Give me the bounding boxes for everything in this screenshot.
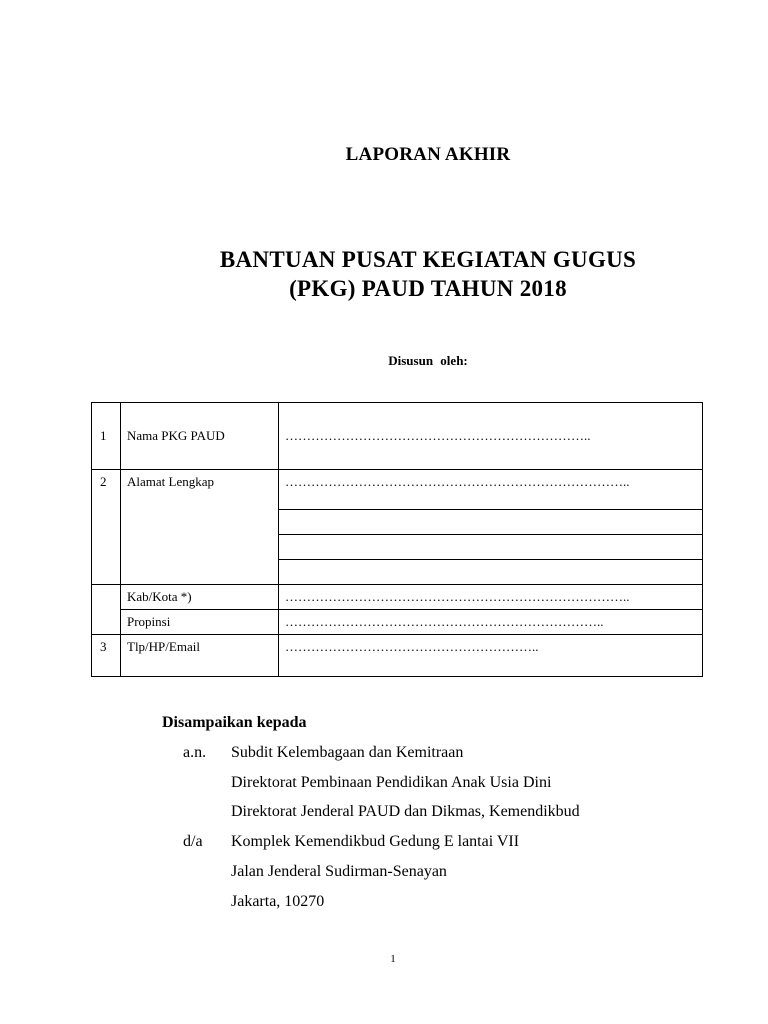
subtitle-line-2: (PKG) PAUD TAHUN 2018 xyxy=(289,276,567,301)
recipient-line-label xyxy=(162,797,231,827)
recipient-line-label: d/a xyxy=(183,833,203,851)
recipient-heading: Disampaikan kepada xyxy=(162,714,307,731)
byline: Disusun oleh: xyxy=(388,353,468,368)
field-label-propinsi: Propinsi xyxy=(121,610,279,635)
recipient-line-text: Direktorat Jenderal PAUD dan Dikmas, Kemendikbud xyxy=(231,803,580,821)
recipient-block xyxy=(162,708,580,917)
subtitle-line-1: BANTUAN PUSAT KEGIATAN GUGUS xyxy=(219,247,637,272)
table-row xyxy=(92,635,703,677)
recipient-line xyxy=(162,857,580,887)
field-value-kabkota[interactable]: …………………………………………………………………….. xyxy=(279,585,703,610)
page-number: 1 xyxy=(390,953,396,965)
recipient-line xyxy=(162,797,580,827)
recipient-line-label: a.n. xyxy=(183,743,207,761)
field-value-propinsi[interactable]: ……………………………………………………………….. xyxy=(279,610,703,635)
recipient-line-text: Jakarta, 10270 xyxy=(231,892,325,910)
recipient-line-label xyxy=(162,887,231,917)
field-label-contact: Tlp/HP/Email xyxy=(121,635,279,677)
row-number: 2 xyxy=(92,470,121,585)
recipient-line-text: Jalan Jenderal Sudirman-Senayan xyxy=(231,862,447,880)
document-subtitle xyxy=(0,245,768,303)
recipient-line-text: Subdit Kelembagaan dan Kemitraan xyxy=(231,743,464,761)
table-row xyxy=(92,585,703,610)
row-number xyxy=(92,585,121,635)
report-title: LAPORAN AKHIR xyxy=(345,144,511,165)
recipient-line xyxy=(162,827,580,857)
recipient-line xyxy=(162,768,580,798)
recipient-line xyxy=(162,887,580,917)
row-number: 1 xyxy=(92,403,121,470)
field-label-nama: Nama PKG PAUD xyxy=(121,403,279,470)
table-row xyxy=(92,610,703,635)
field-value-alamat-line-2[interactable] xyxy=(279,510,703,535)
recipient-line-text: Direktorat Pembinaan Pendidikan Anak Usia Dini xyxy=(231,773,552,791)
field-value-contact[interactable]: ………………………………………………….. xyxy=(279,635,703,677)
table-row xyxy=(92,403,703,470)
field-label-kabkota: Kab/Kota *) xyxy=(121,585,279,610)
recipient-line-text: Komplek Kemendikbud Gedung E lantai VII xyxy=(231,833,520,851)
field-label-alamat: Alamat Lengkap xyxy=(121,470,279,585)
row-number: 3 xyxy=(92,635,121,677)
recipient-line xyxy=(162,738,580,768)
recipient-line-label xyxy=(162,857,231,887)
identity-form-table xyxy=(91,402,703,677)
table-row xyxy=(92,470,703,510)
recipient-line-label xyxy=(162,768,231,798)
field-value-alamat-line-3[interactable] xyxy=(279,535,703,560)
field-value-alamat-line-4[interactable] xyxy=(279,560,703,585)
field-value-nama[interactable]: …………………………………………………………….. xyxy=(279,403,703,470)
field-value-alamat[interactable]: …………………………………………………………………….. xyxy=(279,470,703,510)
